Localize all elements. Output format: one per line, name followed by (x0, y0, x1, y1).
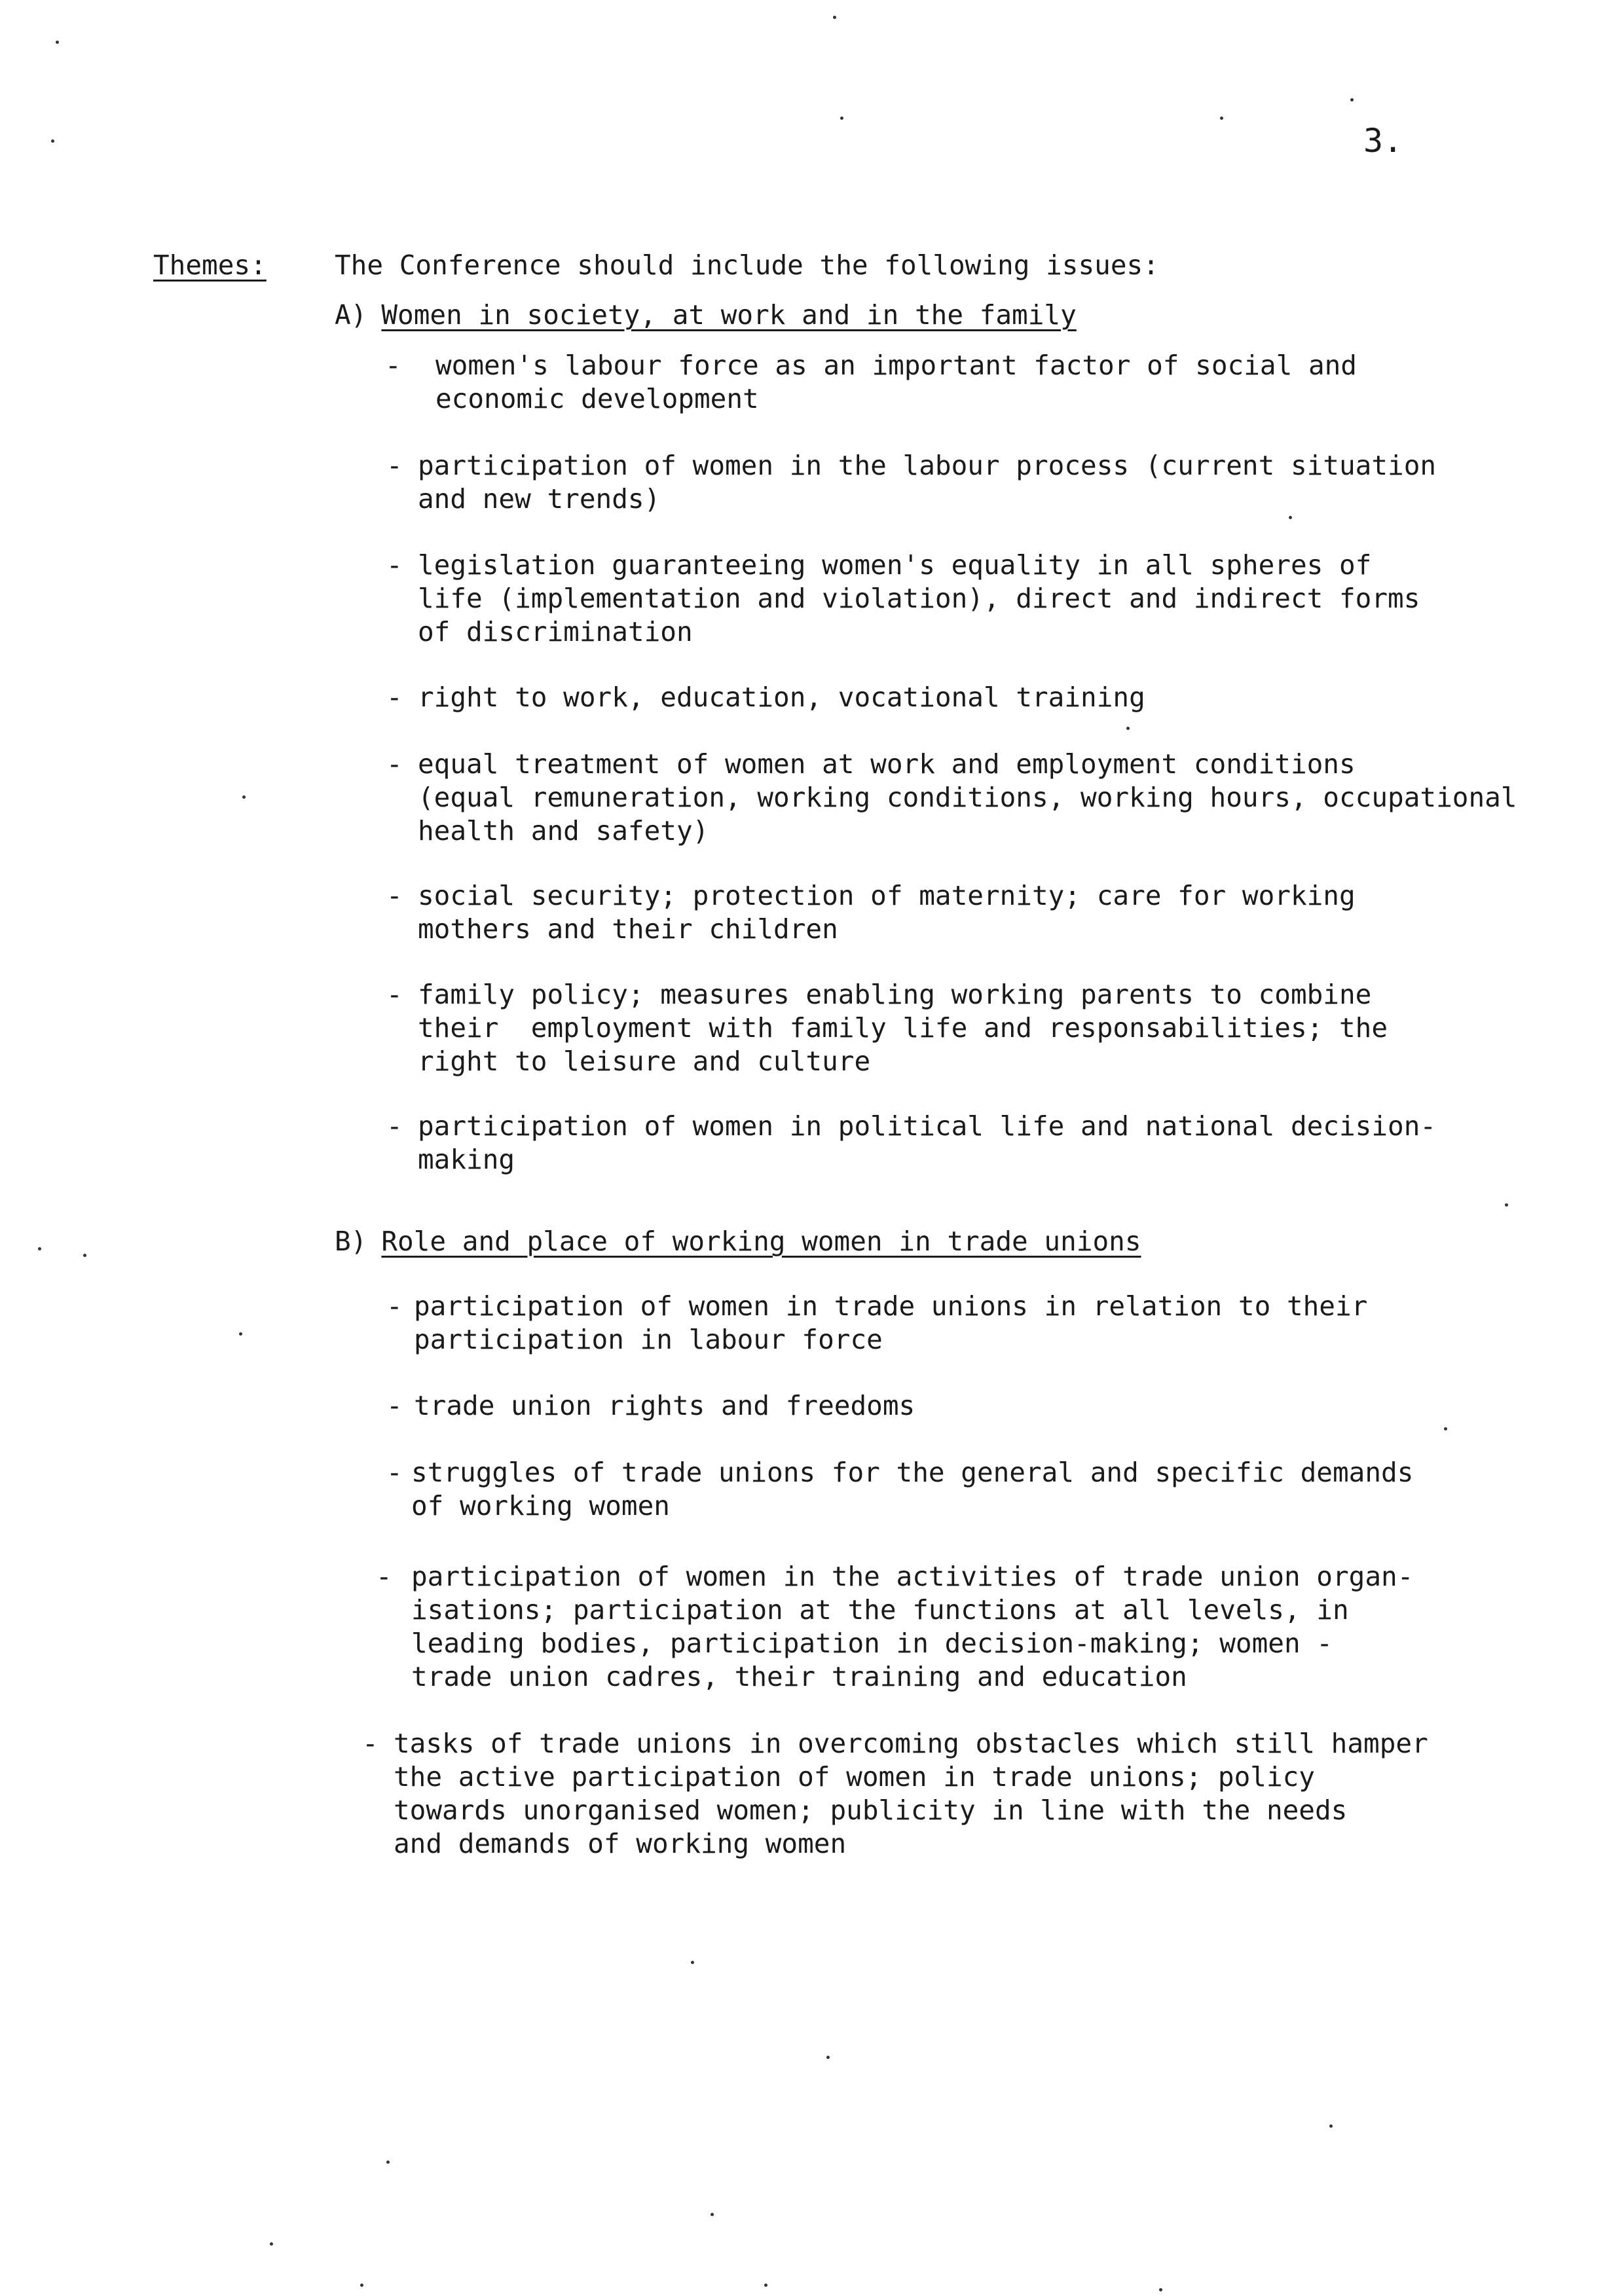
bullet-dash: - (376, 1561, 392, 1592)
bullet-dash: - (386, 1290, 403, 1322)
list-item-text: participation of women in the activities of trade union organ- isations; participation at the functions at all levels, in leading bodies, participation in decision-making; women - trade union cadres, their training and education (411, 1561, 1414, 1692)
section-b-marker: B) (335, 1226, 367, 1257)
bullet-dash: - (362, 1728, 379, 1759)
scan-speck (764, 2284, 767, 2287)
bullet-dash: - (386, 880, 403, 911)
list-item-text: participation of women in trade unions in relation to their participation in labour force (414, 1290, 1368, 1355)
scan-speck (56, 41, 59, 44)
scan-speck (38, 1247, 41, 1250)
section-a-title: Women in society, at work and in the family (381, 299, 1077, 331)
list-item-text: struggles of trade unions for the general and specific demands of working women (411, 1457, 1414, 1522)
list-item-text: participation of women in the labour process (current situation and new trends) (418, 450, 1437, 515)
scan-speck (270, 2242, 273, 2246)
section-b-title: Role and place of working women in trade unions (381, 1226, 1141, 1257)
list-item-text: right to work, education, vocational training (418, 682, 1145, 713)
bullet-dash: - (386, 682, 403, 713)
scan-speck (1220, 117, 1223, 120)
scan-speck (51, 139, 54, 143)
section-a-heading (335, 299, 1077, 331)
scan-speck (1126, 727, 1130, 730)
themes-intro: The Conference should include the following issues: (335, 249, 1159, 281)
scan-speck (360, 2284, 363, 2287)
section-b-heading (335, 1226, 1141, 1257)
list-item-text: women's labour force as an important factor of social and economic development (435, 350, 1357, 414)
list-item-text: legislation guaranteeing women's equality in all spheres of life (implementation and violation), direct and indirect forms of discrimination (418, 549, 1420, 647)
scan-speck (833, 16, 836, 19)
list-item-text: equal treatment of women at work and employment conditions (equal remuneration, working conditions, working hours, occupational health and safety) (418, 748, 1517, 847)
bullet-dash: - (386, 1110, 403, 1142)
bullet-dash: - (386, 1390, 403, 1421)
scan-speck (840, 117, 843, 120)
scan-speck (1159, 2288, 1162, 2291)
scan-speck (386, 2160, 390, 2164)
themes-label: Themes: (153, 249, 267, 281)
list-item-text: tasks of trade unions in overcoming obstacles which still hamper the active participation of women in trade unions; policy towards unorganised women; publicity in line with the needs and demands of working women (394, 1728, 1428, 1859)
bullet-dash: - (386, 979, 403, 1010)
scan-speck (1350, 98, 1354, 101)
bullet-dash: - (386, 748, 403, 780)
bullet-dash: - (386, 450, 403, 481)
list-item-text: social security; protection of maternity; care for working mothers and their children (418, 880, 1356, 945)
list-item-text: trade union rights and freedoms (414, 1390, 915, 1421)
list-item-text: participation of women in political life and national decision- making (418, 1110, 1437, 1175)
scan-speck (1505, 1203, 1508, 1207)
scan-speck (239, 1332, 242, 1336)
list-item-text: family policy; measures enabling working parents to combine their employment with family life and responsabilities; the right to leisure and culture (418, 979, 1388, 1077)
bullet-dash: - (386, 549, 403, 581)
scan-speck (242, 795, 246, 799)
scan-speck (826, 2056, 830, 2059)
scan-speck (1444, 1427, 1447, 1430)
scan-speck (691, 1961, 694, 1964)
bullet-dash: - (386, 1457, 403, 1488)
scan-speck (1329, 2124, 1333, 2128)
scan-speck (83, 1254, 86, 1257)
scan-speck (1289, 516, 1292, 519)
bullet-dash: - (385, 350, 401, 381)
page-number: 3. (1363, 122, 1403, 160)
section-a-marker: A) (335, 299, 367, 331)
scan-speck (711, 2213, 714, 2216)
